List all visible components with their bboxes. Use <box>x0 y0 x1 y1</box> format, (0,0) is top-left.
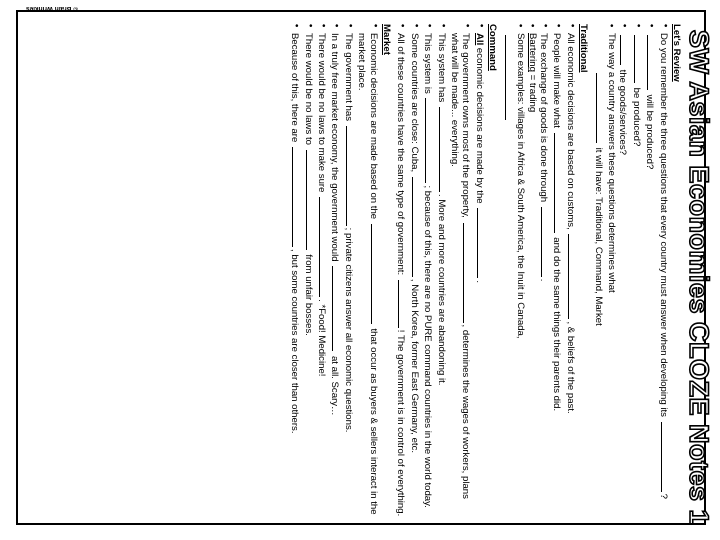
list-item: • the goods/services? <box>617 24 630 520</box>
review-list <box>592 24 670 520</box>
fill-blank[interactable] <box>292 147 302 247</box>
list-item: • All economic decisions are made by the . <box>474 24 487 520</box>
list-item: • The exchange of goods is done through . <box>538 24 551 520</box>
fill-blank[interactable] <box>634 35 644 83</box>
fill-blank[interactable] <box>319 197 329 297</box>
fill-blank[interactable] <box>439 107 449 192</box>
list-item: • Some countries are close: Cuba, , North Korea, former East Germany, etc. <box>408 24 421 520</box>
copyright-notice: © Brain Wrinkles <box>26 5 78 12</box>
notes-content <box>289 24 682 520</box>
fill-blank[interactable] <box>346 126 356 226</box>
fill-blank[interactable] <box>505 35 515 120</box>
list-item: • There would be no laws to from unfair bosses. <box>302 24 315 520</box>
traditional-list <box>501 24 577 520</box>
fill-blank[interactable] <box>568 234 578 319</box>
list-item: • The government owns most of the property, , determines the wages of workers, plans what will be made... everything. <box>449 24 474 520</box>
section-heading-command: Command <box>487 24 499 71</box>
list-item: • All economic decisions are based on customs, , & beliefs of the past. <box>564 24 577 520</box>
fill-blank[interactable] <box>332 266 342 351</box>
list-item: • Do you remember the three questions that every country must answer when developing its ? <box>657 24 670 520</box>
list-item: • Economic decisions are made based on the that occur as buyers & sellers interact in the market place. <box>356 24 381 520</box>
list-item: • People will make what and do the same things their parents did. <box>551 24 564 520</box>
fill-blank[interactable] <box>464 223 474 323</box>
fill-blank[interactable] <box>371 224 381 324</box>
list-item: • This system is ; because of this, there are no PURE command countries in the world today. <box>422 24 435 520</box>
fill-blank[interactable] <box>477 208 487 278</box>
fill-blank[interactable] <box>596 73 606 143</box>
list-item: • In a truly free market economy, the government would at all. Scary… <box>329 24 342 520</box>
list-item: • The government has ; private citizens answer all economic questions. <box>342 24 355 520</box>
fill-blank[interactable] <box>541 207 551 277</box>
fill-blank[interactable] <box>412 177 422 277</box>
list-item: • The way a country answers these questions determines what <box>606 24 617 520</box>
list-item: • There would be no laws to make sure . *Food! Medicine! <box>316 24 329 520</box>
fill-blank[interactable] <box>554 133 564 233</box>
section-heading-review: Let's Review <box>671 24 682 82</box>
fill-blank[interactable] <box>620 35 630 65</box>
fill-blank[interactable] <box>398 280 408 328</box>
list-item: • be produced? <box>630 24 643 520</box>
list-item: • Because of this, there are , but some countries are closer than others. <box>289 24 302 520</box>
section-heading-market: Market <box>381 24 393 55</box>
fill-blank[interactable] <box>647 35 657 90</box>
list-item: • Some examples: villages in Africa & South America, the Inuit in Canada, <box>501 24 526 520</box>
fill-blank[interactable] <box>425 98 435 183</box>
section-heading-traditional: Traditional <box>578 24 590 73</box>
worksheet-title: SW Asian Economies CLOZE Notes 1 <box>684 29 714 525</box>
command-list <box>395 24 487 520</box>
list-item-continuation: it will have: Traditional, Command, Market <box>592 24 605 520</box>
list-item: • Bartering = trading <box>526 24 537 520</box>
list-item: • All of these countries have the same type of government: ! The government is in control of everything. <box>395 24 408 520</box>
list-item: • will be produced? <box>644 24 657 520</box>
list-item: • This system has . More and more countries are abandoning it. <box>435 24 448 520</box>
market-list <box>289 24 381 520</box>
fill-blank[interactable] <box>661 422 671 492</box>
fill-blank[interactable] <box>306 150 316 250</box>
